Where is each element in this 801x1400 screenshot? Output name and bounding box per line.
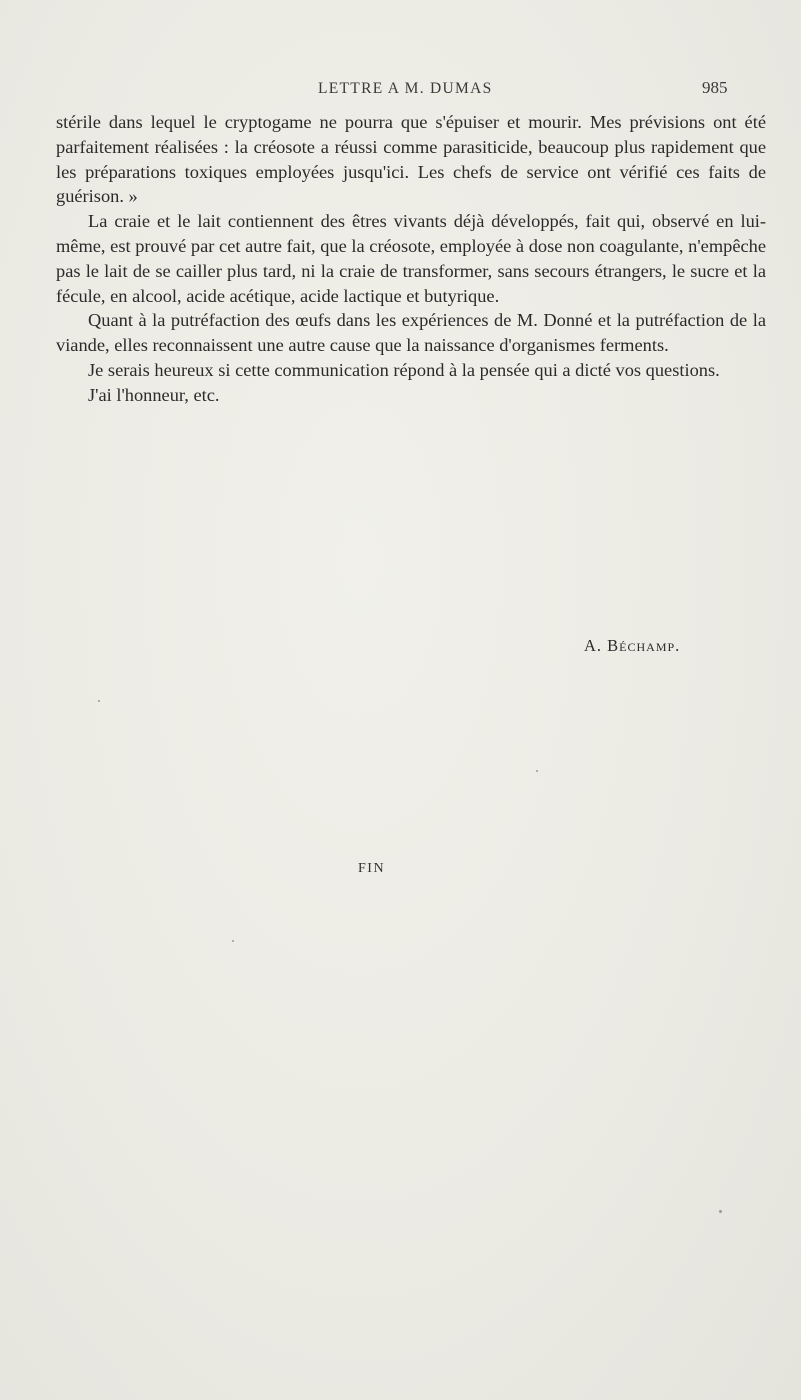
letter-body <box>56 110 766 408</box>
signature: A. Béchamp. <box>584 636 681 655</box>
paragraph-continuation: stérile dans lequel le cryptogame ne pourra que s'épuiser et mourir. Mes prévisions ont été parfaitement réalisées : la créosote a réussi comme parasiticide, beaucoup plus rapidement que les préparations toxiques employées jusqu'ici. Les chefs de service ont vérifié ces faits de guérison. » <box>56 112 766 207</box>
paragraph-closing-formula: J'ai l'honneur, etc. <box>88 384 220 405</box>
paragraph-communication: Je serais heureux si cette communication répond à la pensée qui a dicté vos questions. <box>88 359 720 380</box>
end-mark: FIN <box>358 861 386 876</box>
paragraph-craie: La craie et le lait contiennent des êtres vivants déjà développés, fait qui, observé en lui-même, est prouvé par cet autre fait, que la créosote, employée à dose non coagulante, n'empêche pas le lait de se cailler plus tard, ni la craie de transformer, sans secours étrangers, le sucre et la fécule, en alcool, acide acétique, acide lactique et butyrique. <box>56 211 766 306</box>
paragraph-putrefaction: Quant à la putréfaction des œufs dans les expériences de M. Donné et la putréfaction de la viande, elles reconnaissent une autre cause que la naissance d'organismes ferments. <box>56 310 766 356</box>
paper-speck <box>536 770 538 772</box>
page-header <box>0 80 801 108</box>
paper-speck <box>232 940 234 942</box>
paper-speck <box>98 700 100 702</box>
running-head: LETTRE A M. DUMAS <box>318 80 493 97</box>
paper-speck <box>719 1210 722 1213</box>
page-number: 985 <box>702 78 728 97</box>
